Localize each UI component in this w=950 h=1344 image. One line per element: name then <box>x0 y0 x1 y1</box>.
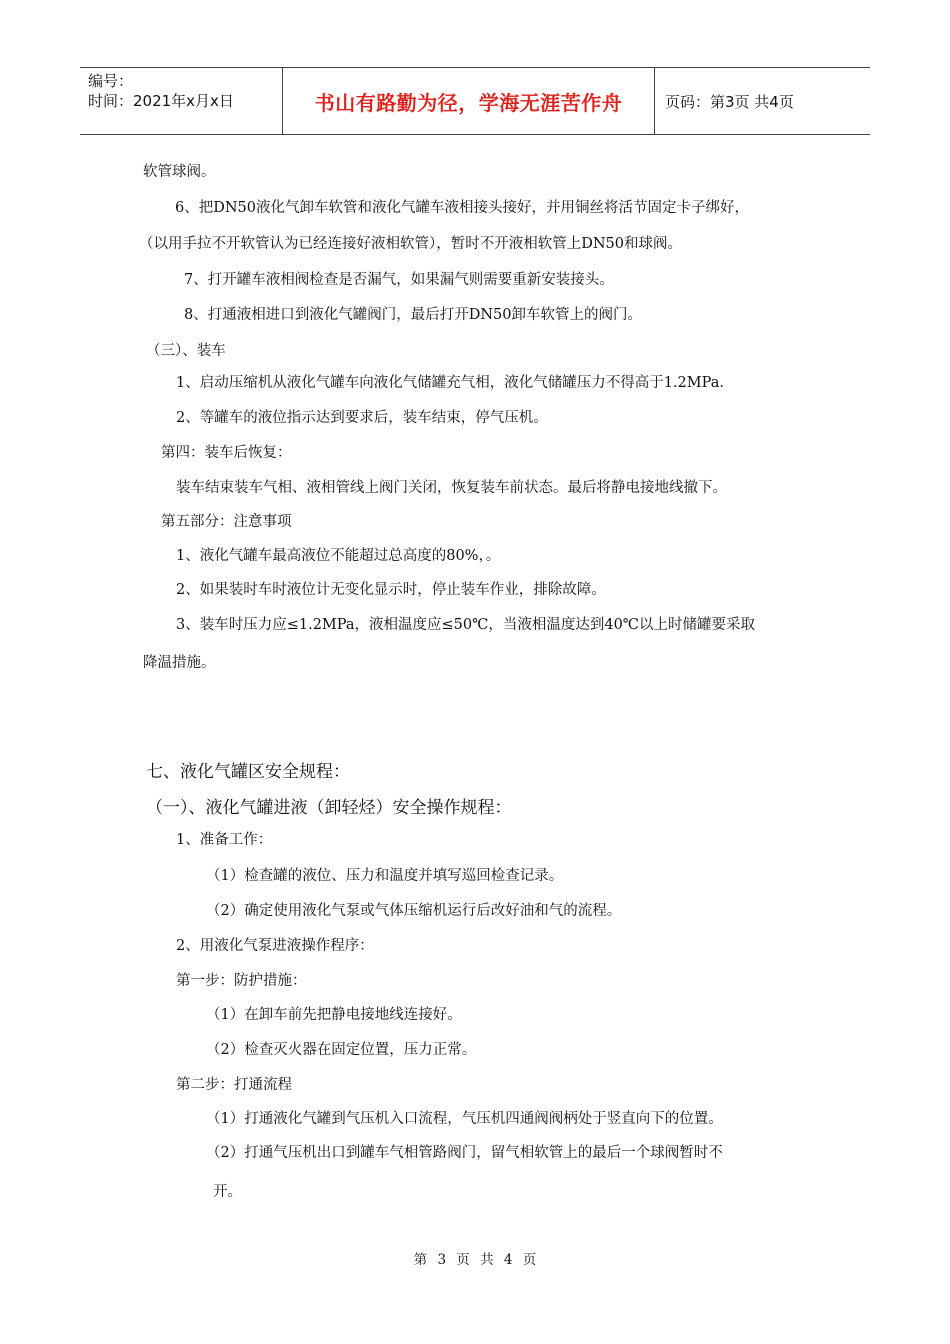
body-line: 2、如果装时车时液位计无变化显示时，停止装车作业，排除故障。 <box>176 582 606 598</box>
body-line: 1、液化气罐车最高液位不能超过总高度的80%，。 <box>176 548 501 564</box>
section-heading: （三）、装车 <box>146 343 226 359</box>
body-line: 软管球阀。 <box>143 164 216 180</box>
body-line: 2、用液化气泵进液操作程序： <box>176 938 374 954</box>
body-line: 开。 <box>213 1184 242 1200</box>
body-line: 1、准备工作： <box>176 832 273 848</box>
body-line: （2）检查灭火器在固定位置，压力正常。 <box>206 1042 477 1058</box>
body-line: （1）检查罐的液位、压力和温度并填写巡回检查记录。 <box>206 868 564 884</box>
body-line: 1、启动压缩机从液化气罐车向液化气储罐充气相，液化气储罐压力不得高于1.2MPa. <box>176 375 724 391</box>
header-meta <box>80 68 282 134</box>
body-line: （2）确定使用液化气泵或气体压缩机运行后改好油和气的流程。 <box>206 903 622 919</box>
body-line: （1）打通液化气罐到气压机入口流程，气压机四通阀阀柄处于竖直向下的位置。 <box>206 1111 723 1127</box>
header-motto: 书山有路勤为径，学海无涯苦作舟 <box>282 68 655 134</box>
document-date: 时间：2021年x月x日 <box>88 92 234 110</box>
section-heading: 第二步：打通流程 <box>176 1077 292 1093</box>
section-heading: 第一步：防护措施： <box>176 973 307 989</box>
body-line: 降温措施。 <box>143 655 216 671</box>
body-line: （2）打通气压机出口到罐车气相管路阀门，留气相软管上的最后一个球阀暂时不 <box>206 1145 723 1161</box>
page-header <box>80 67 870 135</box>
section-subtitle: （一）、液化气罐进液（卸轻烃）安全操作规程： <box>146 798 512 818</box>
body-line: 2、等罐车的液位指示达到要求后，装车结束，停气压机。 <box>176 410 548 426</box>
body-line: 7、打开罐车液相阀检查是否漏气，如果漏气则需要重新安装接头。 <box>184 272 614 288</box>
page-footer: 第 3 页 共 4 页 <box>413 1252 537 1268</box>
document-number-label: 编号： <box>88 72 134 90</box>
section-heading: 第五部分：注意事项 <box>161 514 292 530</box>
body-line: 8、打通液相进口到液化气罐阀门，最后打开DN50卸车软管上的阀门。 <box>184 307 642 323</box>
body-line: 3、装车时压力应≤1.2MPa，液相温度应≤50℃，当液相温度达到40℃以上时储罐要采取 <box>176 617 756 633</box>
body-line: （1）在卸车前先把静电接地线连接好。 <box>206 1007 462 1023</box>
section-title: 七、液化气罐区安全规程： <box>146 762 350 782</box>
body-line: （以用手拉不开软管认为已经连接好液相软管），暂时不开液相软管上DN50和球阀。 <box>139 236 683 252</box>
body-line: 6、把DN50液化气卸车软管和液化气罐车液相接头接好，并用铜丝将活节固定卡子绑好， <box>175 200 749 216</box>
header-page-number: 页码：第3页 共4页 <box>665 92 794 111</box>
body-line: 装车结束装车气相、液相管线上阀门关闭，恢复装车前状态。最后将静电接地线撤下。 <box>176 480 727 496</box>
section-heading: 第四：装车后恢复： <box>161 445 292 461</box>
